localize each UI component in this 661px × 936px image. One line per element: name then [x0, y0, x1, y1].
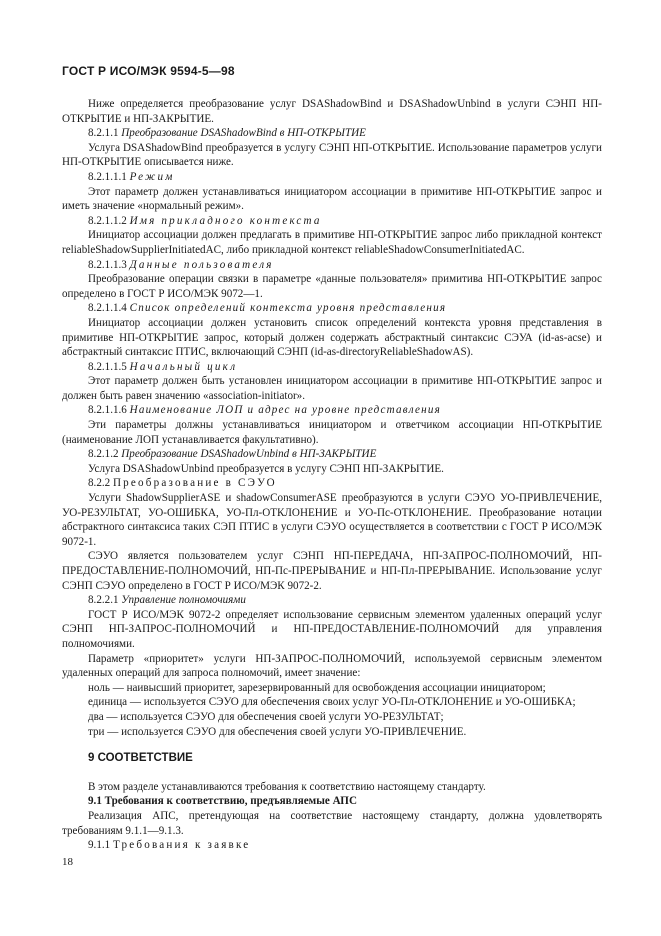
- heading-title: Преобразование DSAShadowBind в НП-ОТКРЫТИЕ: [121, 127, 366, 140]
- heading-number: 8.2.1.1.4: [88, 302, 127, 315]
- paragraph: Эти параметры должны устанавливаться инициатором и ответчиком ассоциации НП-ОТКРЫТИЕ (наименование ЛОП устанавливается факультативно).: [62, 419, 602, 446]
- paragraph: Этот параметр должен быть установлен инициатором ассоциации в примитиве НП-ОТКРЫТИЕ запрос и должен быть равен значению «association-initiator».: [62, 375, 602, 402]
- heading-title: Преобразование DSAShadowUnbind в НП-ЗАКРЫТИЕ: [121, 448, 377, 461]
- heading-title: Требования к заявке: [112, 839, 251, 852]
- page-number: 18: [62, 856, 73, 868]
- heading-number: 8.2.1.1.2: [88, 214, 127, 227]
- subsection-heading: [62, 301, 602, 316]
- heading-title: Данные пользователя: [129, 258, 274, 271]
- paragraph: Этот параметр должен устанавливаться инициатором ассоциации в примитиве НП-ОТКРЫТИЕ запрос и иметь значение «нормальный режим».: [62, 185, 602, 213]
- paragraph: В этом разделе устанавливаются требования к соответствию настоящему стандарту.: [88, 780, 486, 793]
- list-item: три — используется СЭУО для обеспечения своей услуги УО-ПРИВЛЕЧЕНИЕ.: [88, 725, 467, 738]
- heading-number: 8.2.1.1: [88, 127, 119, 140]
- heading-number: 8.2.2.1: [88, 594, 119, 607]
- subsection-heading: [62, 170, 602, 185]
- subsection-heading: [62, 838, 602, 853]
- paragraph: Услуги ShadowSupplierASE и shadowConsumerASE преобразуются в услуги СЭУО УО-ПРИВЛЕЧЕНИЕ, УО-РЕЗУЛЬТАТ, УО-ОШИБКА, УО-Пл-ОТКЛОНЕНИЕ и УО-Пс-ОТКЛОНЕНИЕ. Преобразование нотации абстрактного синтаксиса таких СЭП ПТИС в услуги СЭУО осуществляется в соответствии с ГОСТ Р ИСО/МЭК 9072-1.: [62, 492, 602, 548]
- heading-number: 8.2.1.1.5: [88, 360, 127, 373]
- paragraph: Услуга DSAShadowBind преобразуется в услугу СЭНП НП-ОТКРЫТИЕ. Использование параметров услуги НП-ОТКРЫТИЕ описывается ниже.: [62, 141, 602, 169]
- heading-title: Режим: [129, 170, 175, 183]
- list-item: единица — используется СЭУО для обеспечения своих услуг УО-Пл-ОТКЛОНЕНИЕ и УО-ОШИБКА;: [88, 696, 576, 709]
- heading-number: 8.2.1.1.6: [88, 404, 127, 417]
- heading-title: Имя прикладного контекста: [129, 214, 322, 227]
- heading-number: 9.1.1: [88, 839, 111, 852]
- subsection-heading: 9.1 Требования к соответствию, предъявляемые АПС: [88, 795, 357, 808]
- heading-title: Преобразование в СЭУО: [112, 477, 277, 490]
- paragraph: СЭУО является пользователем услуг СЭНП НП-ПЕРЕДАЧА, НП-ЗАПРОС-ПОЛНОМОЧИЙ, НП-ПРЕДОСТАВЛЕНИЕ-ПОЛНОМОЧИЙ, НП-Пс-ПРЕРЫВАНИЕ и НП-Пл-ПРЕРЫВАНИЕ. Использование услуг СЭНП СЭУО определено в ГОСТ Р ИСО/МЭК 9072-2.: [62, 550, 602, 592]
- paragraph: Параметр «приоритет» услуги НП-ЗАПРОС-ПОЛНОМОЧИЙ, используемой сервисным элементом удаленных операций для запроса полномочий, имеет значение:: [62, 652, 602, 680]
- heading-number: 8.2.2: [88, 477, 111, 490]
- subsection-heading: [62, 476, 602, 491]
- document-header: ГОСТ Р ИСО/МЭК 9594-5—98: [62, 64, 235, 78]
- list-item: ноль — наивысший приоритет, зарезервированный для освобождения ассоциации инициатором;: [88, 681, 546, 694]
- heading-number: 8.2.1.1.3: [88, 258, 127, 271]
- heading-number: 8.2.1.1.1: [88, 170, 127, 183]
- subsection-heading: [62, 593, 602, 608]
- subsection-heading: [62, 258, 602, 273]
- paragraph: Инициатор ассоциации должен предлагать в примитиве НП-ОТКРЫТИЕ запрос либо прикладной контекст reliableShadowSupplierInitiatedAC, либо прикладной контекст reliableShadowConsumerInitiatedAC.: [62, 229, 602, 256]
- paragraph: Преобразование операции связки в параметре «данные пользователя» примитива НП-ОТКРЫТИЕ запрос определено в ГОСТ Р ИСО/МЭК 9072—1.: [62, 273, 602, 300]
- paragraph: Инициатор ассоциации должен установить список определений контекста уровня представления в примитиве НП-ОТКРЫТИЕ запрос, который должен содержать абстрактный синтаксис СЭУА (id-as-acse) и абстрактный синтаксис ПТИС, включающий СЭНП (id-as-directoryReliableShadowAS).: [62, 316, 602, 359]
- paragraph: ГОСТ Р ИСО/МЭК 9072-2 определяет использование сервисным элементом удаленных операций услуг СЭНП НП-ЗАПРОС-ПОЛНОМОЧИЙ и НП-ПРЕДОСТАВЛЕНИЕ-ПОЛНОМОЧИЙ для управления полномочиями.: [62, 608, 602, 650]
- subsection-heading: [62, 403, 602, 418]
- paragraph: Ниже определяется преобразование услуг DSAShadowBind и DSAShadowUnbind в услуги СЭНП НП-ОТКРЫТИЕ и НП-ЗАКРЫТИЕ.: [62, 98, 602, 125]
- list-item: два — используется СЭУО для обеспечения своей услуги УО-РЕЗУЛЬТАТ;: [88, 710, 444, 723]
- heading-title: Начальный цикл: [129, 360, 238, 373]
- subsection-heading: [62, 214, 602, 229]
- subsection-heading: [62, 126, 602, 141]
- subsection-heading: [62, 360, 602, 375]
- text-body: [62, 97, 602, 853]
- paragraph: Реализация АПС, претендующая на соответствие настоящему стандарту, должна удовлетворять требованиям 9.1.1—9.1.3.: [62, 809, 602, 837]
- heading-number: 8.2.1.2: [88, 448, 119, 461]
- subsection-heading: [62, 447, 602, 462]
- heading-title: Список определений контекста уровня представления: [129, 302, 447, 315]
- section-heading: 9 СООТВЕТСТВИЕ: [88, 752, 193, 765]
- paragraph: Услуга DSAShadowUnbind преобразуется в услугу СЭНП НП-ЗАКРЫТИЕ.: [88, 462, 444, 475]
- heading-title: Наименование ЛОП и адрес на уровне представления: [129, 404, 441, 417]
- heading-title: Управление полномочиями: [121, 594, 246, 607]
